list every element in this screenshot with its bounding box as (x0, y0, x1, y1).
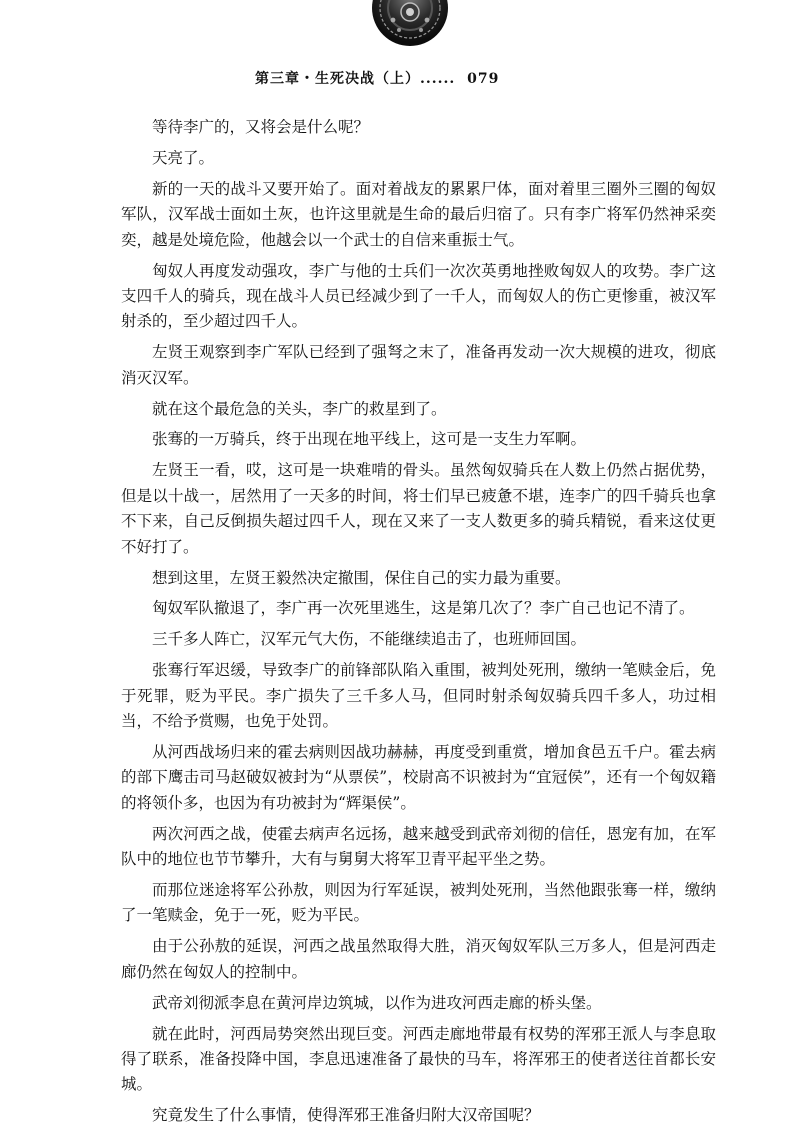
paragraph: 左贤王一看，哎，这可是一块难啃的骨头。虽然匈奴骑兵在人数上仍然占据优势，但是以十战一，居然用了一天多的时间，将士们早已疲惫不堪，连李广的四千骑兵也拿不下来，自己反倒损失超过四千人，现在又来了一支人数更多的骑兵精锐，看来这仗更不好打了。 (121, 461, 716, 556)
paragraph: 就在这个最危急的关头，李广的救星到了。 (152, 399, 447, 418)
page-number: 079 (467, 71, 500, 87)
chapter-emblem-icon (371, 0, 449, 46)
paragraph: 两次河西之战，使霍去病声名远扬，越来越受到武帝刘彻的信任，恩宠有加，在军队中的地位也节节攀升，大有与舅舅大将军卫青平起平坐之势。 (121, 824, 716, 869)
paragraph: 就在此时，河西局势突然出现巨变。河西走廊地带最有权势的浑邪王派人与李息取得了联系，准备投降中国，李息迅速准备了最快的马车，将浑邪王的使者送往首都长安城。 (121, 1024, 716, 1094)
paragraph: 左贤王观察到李广军队已经到了强弩之末了，准备再发动一次大规模的进攻，彻底消灭汉军。 (121, 343, 716, 387)
paragraph: 匈奴人再度发动强攻，李广与他的士兵们一次次英勇地挫败匈奴人的攻势。李广这支四千人的骑兵，现在战斗人员已经减少到了一千人，而匈奴人的伤亡更惨重，被汉军射杀的，至少超过四千人。 (121, 261, 716, 331)
paragraph: 三千多人阵亡，汉军元气大伤，不能继续追击了，也班师回国。 (152, 630, 587, 649)
paragraph: 张骞的一万骑兵，终于出现在地平线上，这可是一支生力军啊。 (152, 430, 587, 449)
paragraph: 等待李广的，又将会是什么呢？ (152, 118, 370, 136)
paragraph: 由于公孙敖的延误，河西之战虽然取得大胜，消灭匈奴军队三万多人，但是河西走廊仍然在匈奴人的控制中。 (121, 937, 716, 981)
running-title: 第三章・生死决战（上）...... (255, 71, 456, 87)
paragraph: 新的一天的战斗又要开始了。面对着战友的累累尸体，面对着里三圈外三圈的匈奴军队，汉军战士面如土灰，也许这里就是生命的最后归宿了。只有李广将军仍然神采奕奕，越是处境危险，他越会以一个武士的自信来重振士气。 (121, 179, 716, 249)
paragraph: 究竟发生了什么事情，使得浑邪王准备归附大汉帝国呢？ (152, 1106, 540, 1125)
paragraph: 匈奴军队撤退了，李广再一次死里逃生，这是第几次了？李广自己也记不清了。 (152, 599, 695, 618)
paragraph: 想到这里，左贤王毅然决定撤围，保住自己的实力最为重要。 (152, 568, 571, 587)
paragraph: 张骞行军迟缓，导致李广的前锋部队陷入重围，被判处死刑，缴纳一笔赎金后，免于死罪，贬为平民。李广损失了三千多人马，但同时射杀匈奴骑兵四千多人，功过相当，不给予赏赐，也免于处罚。 (121, 661, 716, 731)
paragraph: 从河西战场归来的霍去病则因战功赫赫，再度受到重赏，增加食邑五千户。霍去病的部下鹰击司马赵破奴被封为“从票侯”，校尉高不识被封为“宜冠侯”，还有一个匈奴籍的将领仆多，也因为有功被封为“辉渠侯”。 (121, 742, 716, 812)
body-text (121, 115, 716, 1134)
paragraph: 天亮了。 (152, 148, 215, 167)
running-head (255, 68, 555, 88)
paragraph: 武帝刘彻派李息在黄河岸边筑城，以作为进攻河西走廊的桥头堡。 (152, 993, 602, 1012)
paragraph: 而那位迷途将军公孙敖，则因为行军延误，被判处死刑，当然他跟张骞一样，缴纳了一笔赎金，免于一死，贬为平民。 (121, 880, 716, 925)
